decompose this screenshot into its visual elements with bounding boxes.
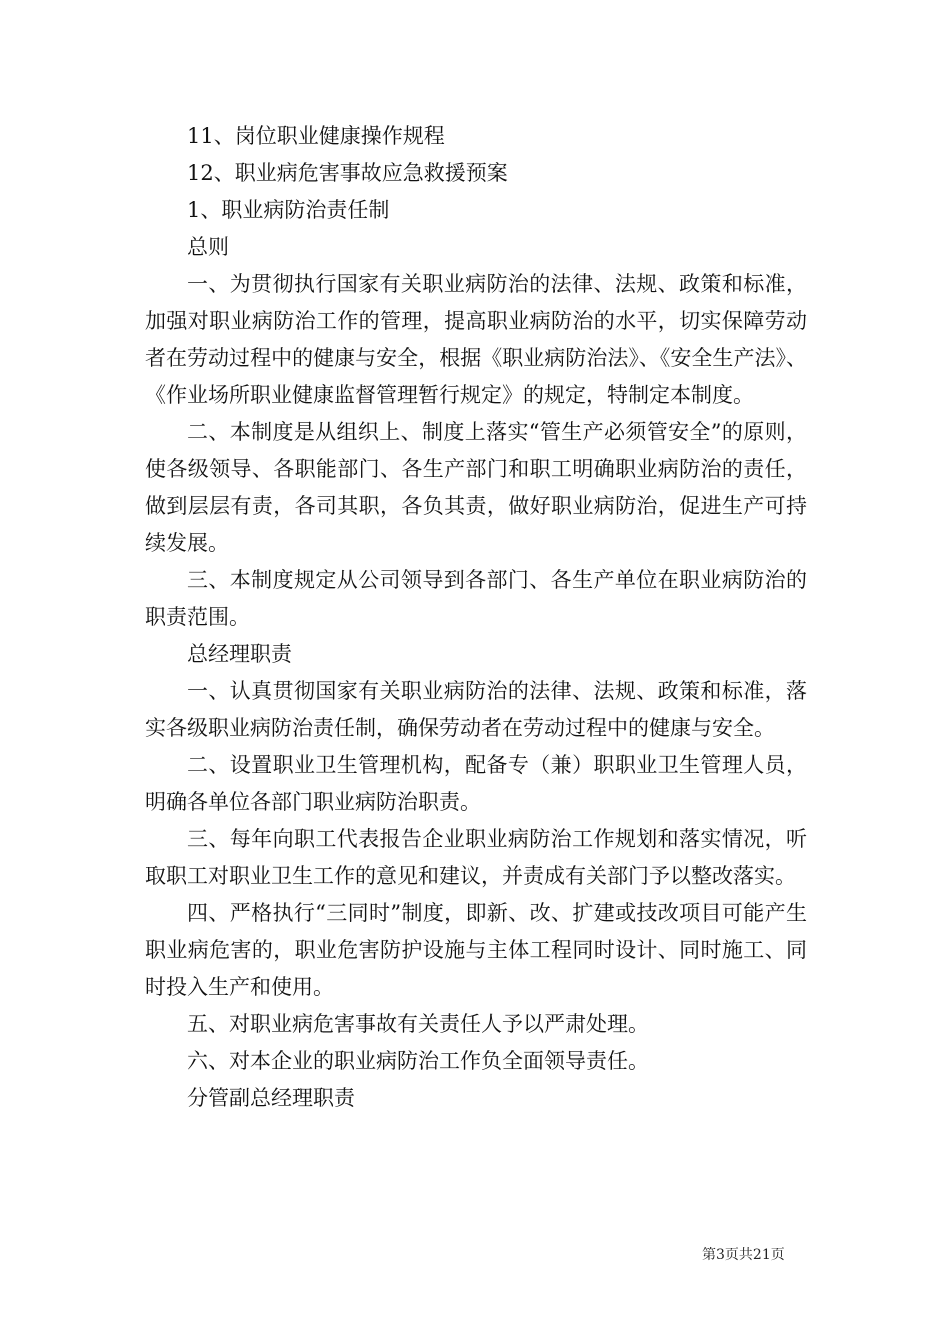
- page-number-footer: 第3页共21页: [702, 1247, 785, 1263]
- section-heading-general: 总则: [187, 235, 229, 259]
- paragraph-general-3: 三、本制度规定从公司领导到各部门、各生产单位在职业病防治的职责范围。: [145, 568, 807, 629]
- paragraph-item-11: 11、岗位职业健康操作规程: [187, 124, 445, 148]
- document-body: [145, 118, 807, 1117]
- paragraph-general-2: 二、本制度是从组织上、制度上落实“管生产必须管安全”的原则，使各级领导、各职能部门、各生产部门和职工明确职业病防治的责任，做到层层有责，各司其职，各负其责，做好职业病防治，促进生产可持续发展。: [145, 420, 807, 555]
- paragraph-gm-2: 二、设置职业卫生管理机构，配备专（兼）职职业卫生管理人员，明确各单位各部门职业病防治职责。: [145, 753, 807, 814]
- paragraph-gm-1: 一、认真贯彻国家有关职业病防治的法律、法规、政策和标准，落实各级职业病防治责任制，确保劳动者在劳动过程中的健康与安全。: [145, 679, 807, 740]
- paragraph-item-12: 12、职业病危害事故应急救援预案: [187, 161, 508, 185]
- section-heading-general-manager: 总经理职责: [187, 642, 292, 666]
- paragraph-general-1: 一、为贯彻执行国家有关职业病防治的法律、法规、政策和标准，加强对职业病防治工作的管理，提高职业病防治的水平，切实保障劳动者在劳动过程中的健康与安全，根据《职业病防治法》、《安全生产法》、《作业场所职业健康监督管理暂行规定》的规定，特制定本制度。: [145, 272, 807, 407]
- section-heading-deputy-gm: 分管副总经理职责: [187, 1086, 355, 1110]
- paragraph-gm-3: 三、每年向职工代表报告企业职业病防治工作规划和落实情况，听取职工对职业卫生工作的意见和建议，并责成有关部门予以整改落实。: [145, 827, 807, 888]
- section-heading-responsibility-system: 1、职业病防治责任制: [187, 198, 390, 222]
- paragraph-gm-5: 五、对职业病危害事故有关责任人予以严肃处理。: [187, 1012, 649, 1036]
- paragraph-gm-6: 六、对本企业的职业病防治工作负全面领导责任。: [187, 1049, 649, 1073]
- paragraph-gm-4: 四、严格执行“三同时”制度，即新、改、扩建或技改项目可能产生职业病危害的，职业危害防护设施与主体工程同时设计、同时施工、同时投入生产和使用。: [145, 901, 807, 999]
